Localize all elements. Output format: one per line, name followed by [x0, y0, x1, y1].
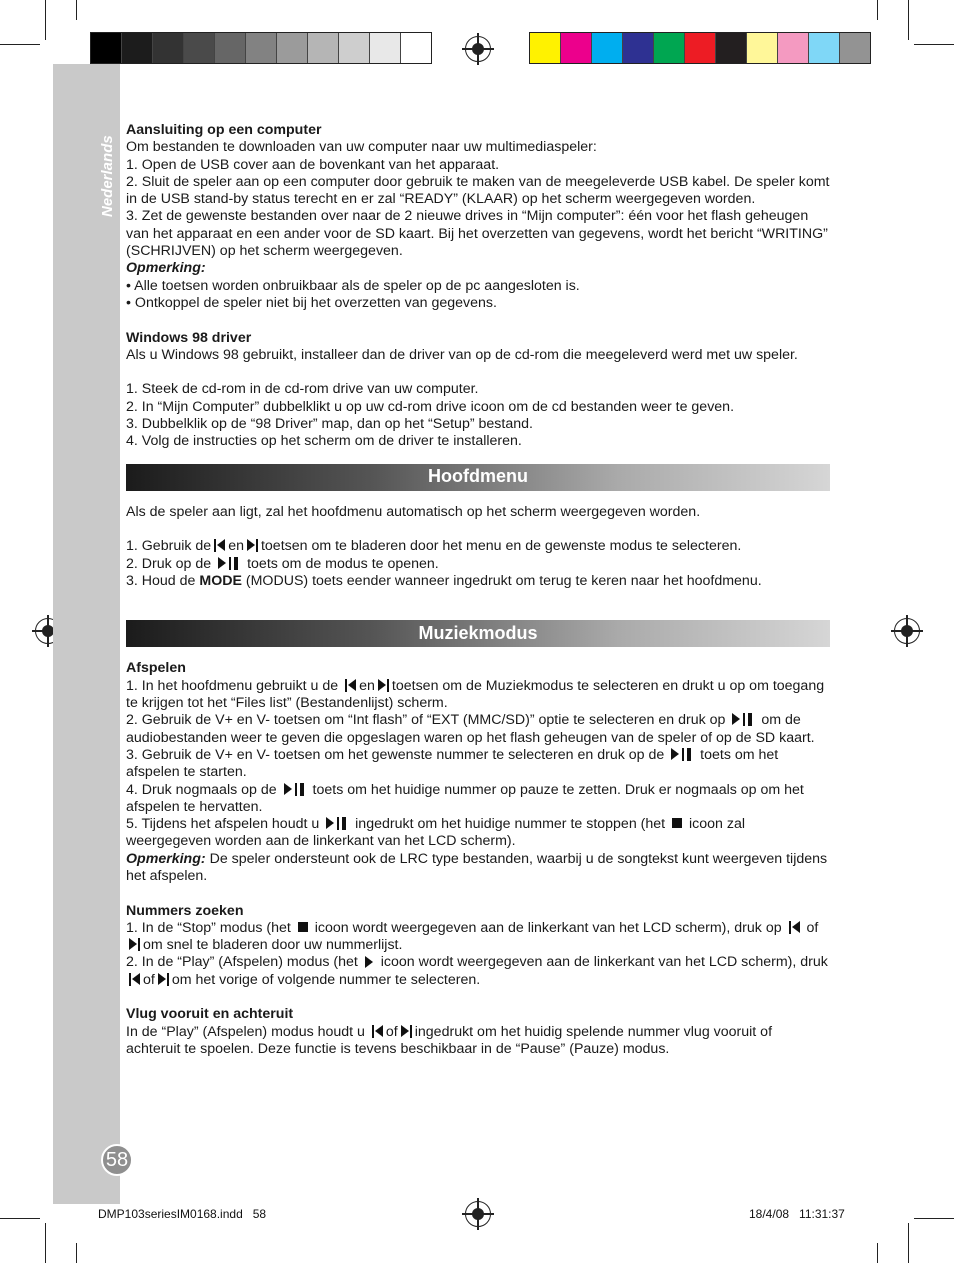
text-run: 1. Gebruik de	[126, 538, 212, 555]
list-item	[126, 747, 830, 782]
previous-track-icon	[372, 1025, 383, 1038]
text-run: icoon zal weergegeven worden aan de linkerkant van het LCD scherm).	[126, 816, 746, 850]
section-heading: Aansluiting op een computer	[126, 122, 322, 138]
section-heading: Windows 98 driver	[126, 329, 252, 346]
crop-mark	[914, 44, 954, 45]
color-swatch	[592, 33, 623, 63]
list-item	[126, 712, 830, 747]
previous-track-icon	[789, 921, 800, 934]
crop-mark	[45, 0, 46, 40]
text-run: icoon wordt weergegeven aan de linkerkant van het LCD scherm), druk	[380, 954, 828, 971]
list-item	[126, 782, 830, 817]
section-banner-muziekmodus: Muziekmodus	[126, 620, 830, 647]
language-tab	[97, 125, 117, 225]
next-track-icon	[158, 973, 169, 986]
paragraph: Als de speler aan ligt, zal het hoofdmenu automatisch op het scherm weergegeven worden.	[126, 503, 701, 520]
gray-swatch	[339, 33, 370, 63]
paragraph: Om bestanden te downloaden van uw computer naar uw multimediaspeler:	[126, 139, 597, 156]
text-run: 3. Houd de	[126, 572, 196, 589]
color-swatch	[685, 33, 716, 63]
list-item	[126, 538, 830, 555]
text-run: toetsen om de Muziekmodus te selecteren en drukt u op om toegang te krijgen tot het “Files list” (Bestandenlijst) scherm.	[126, 677, 825, 712]
text-run: 2. Druk op de	[126, 555, 212, 572]
text-run: ingedrukt om het huidige nummer te stoppen (het	[355, 816, 666, 833]
text-run: ingedrukt om het huidig spelende nummer vlug vooruit of achteruit te spoelen. Deze functie is tevens beschikbaar in de “Pause” (Pauze) modus.	[126, 1023, 773, 1057]
text-run: toets om het huidige nummer op pauze te zetten. Druk er nogmaals op om het afspelen te hervatten.	[126, 781, 804, 815]
color-swatch	[716, 33, 747, 63]
list-item: • Alle toetsen worden onbruikbaar als de speler op de pc aangesloten is.	[126, 277, 580, 294]
paragraph	[126, 1024, 830, 1059]
gray-swatch	[370, 33, 401, 63]
crop-mark	[76, 0, 77, 20]
gray-swatch	[153, 33, 184, 63]
list-item: 2. Sluit de speler aan op een computer door gebruik te maken van de meegeleverde USB kabel. De speler komt in de USB stand-by status terecht en er zal “READY” (KLAAR) op het scherm weergegeven worden.	[126, 173, 830, 208]
note-label: Opmerking:	[126, 850, 206, 867]
previous-track-icon	[214, 539, 225, 552]
previous-track-icon	[345, 679, 356, 692]
next-track-icon	[129, 938, 140, 951]
section-heading: Nummers zoeken	[126, 902, 244, 919]
gray-swatch	[184, 33, 215, 63]
text-run: De speler ondersteunt ook de LRC type bestanden, waarbij u de songtekst kunt weergeven tijdens het afspelen.	[126, 850, 828, 884]
list-item	[126, 920, 830, 955]
gray-swatch	[122, 33, 153, 63]
play-pause-icon	[218, 557, 240, 570]
list-item	[126, 816, 830, 851]
list-item: • Ontkoppel de speler niet bij het overzetten van gegevens.	[126, 294, 497, 311]
text-run: om snel te bladeren door uw nummerlijst.	[143, 937, 403, 954]
crop-mark	[0, 1218, 40, 1219]
list-item: 4. Volg de instructies op het scherm om de driver te installeren.	[126, 433, 522, 450]
text-run: 4. Druk nogmaals op de	[126, 781, 277, 798]
language-label: Nederlands	[99, 135, 116, 217]
text-run: toets om de modus te openen.	[247, 555, 439, 572]
gray-swatch	[215, 33, 246, 63]
text-run: 3. Gebruik de V+ en V- toetsen om het gewenste nummer te selecteren en druk op de	[126, 746, 665, 763]
color-swatch	[747, 33, 778, 63]
color-swatch	[561, 33, 592, 63]
list-item: 1. Steek de cd-rom in de cd-rom drive van uw computer.	[126, 381, 479, 398]
text-run: om de audiobestanden weer te geven die opgeslagen waren op het flash geheugen van de speler of op de SD kaart.	[126, 712, 815, 746]
color-swatch	[809, 33, 840, 63]
registration-mark-icon	[465, 1201, 491, 1227]
color-swatch	[840, 33, 870, 63]
list-item	[126, 678, 830, 713]
list-item: 3. Zet de gewenste bestanden over naar de 2 nieuwe drives in “Mijn computer”: één voor het flash geheugen van het apparaat en een ander voor de SD kaart. Bij het overzetten van gegevens, wordt het bericht “WRITING” (SCHRIJVEN) op het scherm weergegeven.	[126, 208, 828, 260]
gray-swatch	[308, 33, 339, 63]
registration-mark-icon	[894, 618, 920, 644]
play-pause-icon	[671, 748, 693, 761]
crop-mark	[908, 0, 909, 40]
list-item	[126, 556, 830, 573]
crop-mark	[45, 1223, 46, 1263]
text-run: of	[143, 971, 155, 988]
crop-mark	[76, 1243, 77, 1263]
stop-icon	[298, 922, 308, 932]
list-item: 3. Dubbelklik op de “98 Driver” map, dan op het “Setup” bestand.	[126, 416, 533, 433]
text-run: icoon wordt weergegeven aan de linkerkant van het LCD scherm), druk op	[314, 919, 782, 936]
footer-timestamp: 18/4/08 11:31:37	[749, 1207, 845, 1221]
next-track-icon	[247, 539, 258, 552]
mode-key-label: MODE	[199, 572, 242, 589]
stop-icon	[672, 818, 682, 828]
text-run: en	[359, 677, 375, 694]
text-run: en	[228, 538, 244, 555]
gray-swatch	[91, 33, 122, 63]
play-pause-icon	[284, 783, 306, 796]
gray-swatch	[401, 33, 431, 63]
color-swatch	[654, 33, 685, 63]
play-icon	[365, 956, 374, 968]
gray-swatch	[277, 33, 308, 63]
text-run: toets om het afspelen te starten.	[126, 746, 779, 781]
paragraph: Als u Windows 98 gebruikt, installeer dan de driver van op de cd-rom die meegeleverd werd met uw speler.	[126, 346, 798, 363]
list-item	[126, 573, 830, 590]
color-swatch	[530, 33, 561, 63]
play-pause-icon	[326, 817, 348, 830]
list-item: 1. Open de USB cover aan de bovenkant van het apparaat.	[126, 156, 500, 173]
crop-mark	[877, 0, 878, 20]
text-run: of	[385, 1023, 398, 1040]
next-track-icon	[378, 679, 389, 692]
text-run: 2. In de “Play” (Afspelen) modus (het	[126, 954, 358, 971]
footer-filename: DMP103seriesIM0168.indd 58	[98, 1207, 267, 1221]
next-track-icon	[401, 1025, 412, 1038]
paragraph	[126, 851, 830, 886]
grayscale-color-bar	[90, 32, 432, 64]
language-sidebar	[53, 64, 120, 1204]
text-run: 1. In het hoofdmenu gebruikt u de	[126, 677, 339, 694]
process-color-bar	[529, 32, 871, 64]
previous-track-icon	[129, 973, 140, 986]
section-heading: Vlug vooruit en achteruit	[126, 1006, 294, 1023]
gray-swatch	[246, 33, 277, 63]
play-pause-icon	[732, 713, 754, 726]
text-run: In de “Play” (Afspelen) modus houdt u	[126, 1023, 365, 1040]
text-run: 2. Gebruik de V+ en V- toetsen om “Int flash” of “EXT (MMC/SD)” optie te selecteren en druk op	[126, 712, 726, 729]
list-item: 2. In “Mijn Computer” dubbelklikt u op uw cd-rom drive icoon om de cd bestanden weer te geven.	[126, 398, 735, 415]
text-run: om het vorige of volgende nummer te selecteren.	[171, 971, 481, 988]
color-swatch	[623, 33, 654, 63]
crop-mark	[914, 1218, 954, 1219]
note-label: Opmerking:	[126, 260, 206, 277]
list-item	[126, 954, 830, 989]
crop-mark	[877, 1243, 878, 1263]
section-heading: Afspelen	[126, 660, 186, 677]
text-run: 5. Tijdens het afspelen houdt u	[126, 816, 320, 833]
text-run: of	[806, 919, 819, 936]
crop-mark	[908, 1223, 909, 1263]
section-banner-hoofdmenu: Hoofdmenu	[126, 464, 830, 491]
text-run: 1. In de “Stop” modus (het	[126, 919, 291, 936]
text-run: (MODUS) toets eender wanneer ingedrukt om terug te keren naar het hoofdmenu.	[245, 572, 762, 589]
page-number: 58	[101, 1144, 133, 1176]
color-swatch	[778, 33, 809, 63]
text-run: toetsen om te bladeren door het menu en de gewenste modus te selecteren.	[260, 538, 742, 555]
page-content	[126, 122, 830, 1058]
registration-mark-icon	[465, 36, 491, 62]
crop-mark	[0, 44, 40, 45]
